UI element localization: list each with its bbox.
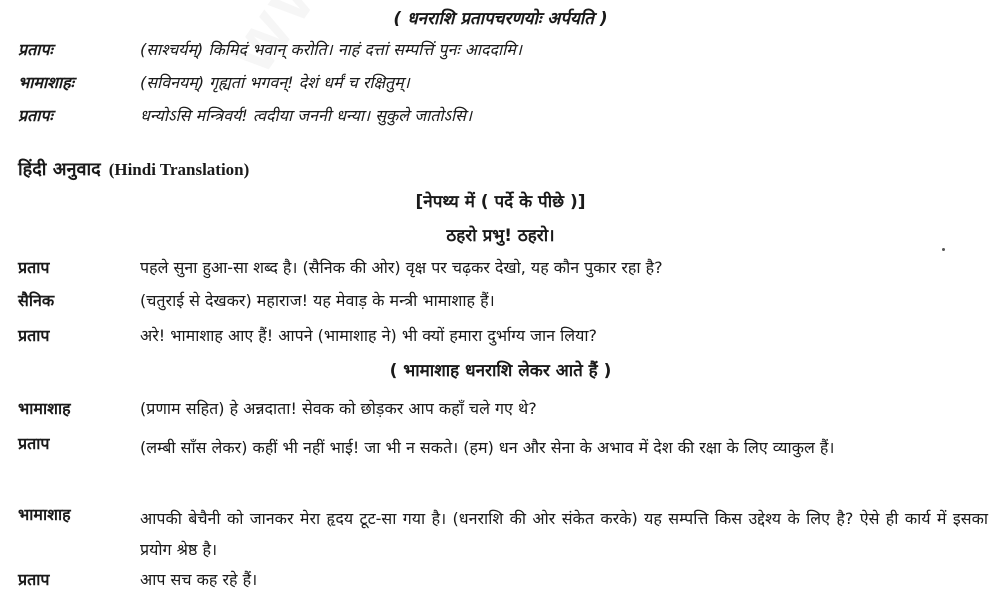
- speaker-label: भामाशाह: [18, 505, 71, 524]
- translation-line: [18, 432, 988, 463]
- translation-line: [18, 256, 988, 280]
- speaker-label: प्रताप: [18, 326, 50, 345]
- speaker-label: भामाशाह: [18, 399, 71, 418]
- dialogue-text: पहले सुना हुआ-सा शब्द है। (सैनिक की ओर) वृक्ष पर चढ़कर देखो, यह कौन पुकार रहा है?: [140, 258, 663, 277]
- sanskrit-line: [18, 38, 988, 62]
- translation-line: [18, 324, 988, 348]
- sanskrit-line: [18, 104, 988, 128]
- scan-speck: [942, 248, 945, 251]
- translation-line: [18, 568, 988, 592]
- speaker-label: प्रताप: [18, 434, 50, 453]
- sanskrit-line: [18, 71, 988, 95]
- dialogue-text: (सविनयम्) गृह्यतां भगवन्! देशं धर्मं च रक्षितुम्।: [140, 73, 410, 92]
- dialogue-text: (साश्चर्यम्) किमिदं भवान् करोति। नाहं दत्तां सम्पत्तिं पुनः आददामि।: [140, 40, 522, 59]
- dialogue-text: (प्रणाम सहित) हे अन्नदाता! सेवक को छोड़कर आप कहाँ चले गए थे?: [140, 399, 537, 418]
- sanskrit-stage-direction: ( धनराशि प्रतापचरणयोः अर्पयति ): [393, 9, 608, 29]
- dialogue-text: (चतुराई से देखकर) महाराज! यह मेवाड़ के मन्त्री भामाशाह हैं।: [140, 291, 495, 310]
- section-title-hindi: हिंदी अनुवाद: [18, 159, 101, 180]
- dialogue-text: (लम्बी साँस लेकर) कहीं भी नहीं भाई! जा भी न सकते। (हम) धन और सेना के अभाव में देश की रक्षा के लिए व्याकुल हैं।: [140, 438, 835, 457]
- dialogue-text: आप सच कह रहे हैं।: [140, 570, 258, 589]
- translation-line: [18, 289, 988, 313]
- dialogue-text: अरे! भामाशाह आए हैं! आपने (भामाशाह ने) भी क्यों हमारा दुर्भाग्य जान लिया?: [140, 326, 597, 345]
- speaker-label: प्रताप: [18, 258, 50, 277]
- speaker-label: प्रतापः: [18, 40, 53, 59]
- speaker-label: प्रतापः: [18, 106, 53, 125]
- speaker-label: सैनिक: [18, 291, 55, 310]
- dialogue-text: धन्योऽसि मन्त्रिवर्य! त्वदीया जननी धन्या। सुकुले जातोऽसि।: [140, 106, 473, 125]
- speaker-label: भामाशाहः: [18, 73, 74, 92]
- section-title: [18, 158, 249, 182]
- speaker-label: प्रताप: [18, 570, 50, 589]
- offstage-call: ठहरो प्रभु! ठहरो।: [446, 226, 555, 246]
- translation-line: [18, 397, 988, 421]
- dialogue-text: आपकी बेचैनी को जानकर मेरा हृदय टूट-सा गया है। (धनराशि की ओर संकेत करके) यह सम्पत्ति किस उद्देश्य के लिए है? ऐसे ही कार्य में इसका प्रयोग श्रेष्ठ है।: [140, 509, 988, 559]
- offstage-direction: [नेपथ्य में ( पर्दे के पीछे )]: [415, 192, 586, 212]
- translation-line: [18, 503, 988, 565]
- stage-direction-2: ( भामाशाह धनराशि लेकर आते हैं ): [389, 361, 612, 381]
- section-title-english: (Hindi Translation): [108, 160, 250, 179]
